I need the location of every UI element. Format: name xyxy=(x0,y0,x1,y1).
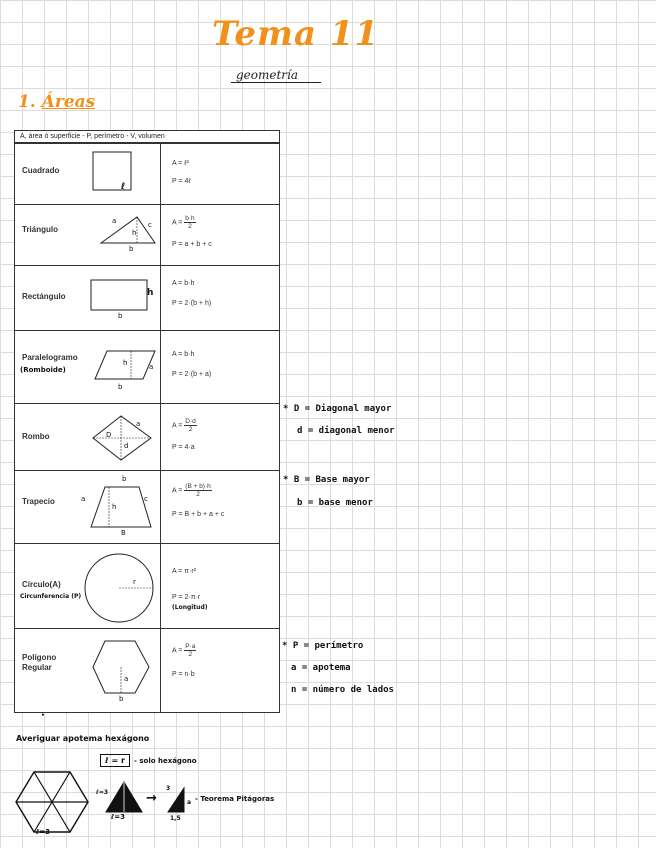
page-subtitle: geometría xyxy=(236,68,299,82)
diagonal-label-D: D xyxy=(106,431,112,439)
base-label-b: b xyxy=(118,383,123,391)
apothem-label-a: a xyxy=(124,675,129,683)
note-trapecio-b: b = base menor xyxy=(297,498,373,508)
formula-area: A = π·r² xyxy=(172,568,197,575)
formula-perimeter: P = 4ℓ xyxy=(172,178,191,185)
height-label-h: h xyxy=(123,359,128,367)
note-poligono-P: * P = perímetro xyxy=(282,641,364,651)
table-row-rectangulo xyxy=(15,265,279,330)
side-label-a: a xyxy=(112,217,117,225)
shape-name: Rectángulo xyxy=(22,292,66,301)
base-label-b: b xyxy=(129,245,134,253)
table-row-triangulo xyxy=(15,204,279,265)
formula-perimeter: P = 2·(b + h) xyxy=(172,300,212,307)
note-poligono-a: a = apotema xyxy=(291,663,351,673)
bottom-heading: Averiguar apotema hexágono xyxy=(16,734,150,743)
section-title: Áreas xyxy=(41,92,96,112)
formula-area: A = $\frac{b\cdot h}{2}$ xyxy=(172,215,195,230)
shape-name: Círculo(A) xyxy=(22,580,61,589)
height-label-h: h xyxy=(147,288,154,298)
formula-table xyxy=(14,130,280,713)
formula-area: A = $\frac{D\cdot d}{2}$ xyxy=(172,418,196,433)
rhombus-figure xyxy=(89,412,161,466)
height-label-h: h xyxy=(112,503,117,511)
triangle-left-label: ℓ=3 xyxy=(96,789,109,796)
section-number: 1. xyxy=(18,92,36,112)
formula-area: A = b·h xyxy=(172,280,195,287)
side-label-a: a xyxy=(136,420,141,428)
formula-perimeter: P = 2·π·r xyxy=(172,594,201,601)
table-row-poligono xyxy=(15,628,279,712)
shape-name: Paralelogramo xyxy=(22,353,78,362)
page-title: Tema 11 xyxy=(212,14,380,54)
shape-note: (Romboide) xyxy=(20,366,66,374)
formula-note: (Longitud) xyxy=(172,604,208,611)
formula-area: A = b·h xyxy=(172,351,195,358)
hexagon-side-label: ℓ=3 xyxy=(36,828,51,836)
shape-note: Circunferencia (P) xyxy=(20,593,82,600)
formula-area: A = ℓ² xyxy=(172,160,189,167)
formula-area: A = $\frac{P\cdot a}{2}$ xyxy=(172,643,196,658)
table-row-cuadrado xyxy=(15,143,279,204)
shaded-triangle xyxy=(104,780,144,814)
square-side-label: ℓ xyxy=(121,182,126,192)
formula-perimeter: P = 2·(b + a) xyxy=(172,371,212,378)
triangle-side-label: ℓ=3 xyxy=(111,813,126,821)
hexagon-figure xyxy=(91,637,153,699)
note-poligono-n: n = número de lados xyxy=(291,685,394,695)
formula-perimeter: P = 4·a xyxy=(172,444,195,451)
table-row-circulo xyxy=(15,543,279,628)
diagonal-label-d: d xyxy=(124,442,129,450)
table-legend: A, área ó superficie - P, perímetro - V, volumen xyxy=(15,131,279,143)
height-label-h: h xyxy=(132,229,137,237)
shape-name: Trapecio xyxy=(22,497,55,506)
note-trapecio-B: * B = Base mayor xyxy=(283,475,370,485)
half-triangle-top-label: 3 xyxy=(166,785,171,792)
base-label-B: B xyxy=(121,529,126,537)
hexagon-sketch xyxy=(14,768,94,838)
side-label-c: c xyxy=(148,221,152,229)
arrow-right: → xyxy=(146,791,157,806)
side-label-b: b xyxy=(119,695,124,703)
subtitle-underline xyxy=(231,82,321,83)
table-row-paralelogramo xyxy=(15,330,279,403)
table-row-rombo xyxy=(15,403,279,470)
side-label-a: a xyxy=(81,495,86,503)
half-triangle-a-label: a xyxy=(187,799,192,806)
side-label-a: a xyxy=(149,363,154,371)
base-label-b: b xyxy=(118,312,123,320)
formula-perimeter: P = a + b + c xyxy=(172,241,212,248)
section-heading xyxy=(18,92,95,112)
side-label-c: c xyxy=(144,495,148,503)
shape-name: Triángulo xyxy=(22,225,58,234)
formula-area: A = $\frac{(B + b)\cdot h}{2}$ xyxy=(172,483,211,498)
formula-perimeter: P = B + b + a + c xyxy=(172,511,225,518)
bullet-mark: • xyxy=(41,712,45,719)
table-row-trapecio xyxy=(15,470,279,543)
theorem-note: - Teorema Pitágoras xyxy=(195,795,275,803)
base-label-b: b xyxy=(122,475,127,483)
formula-perimeter: P = n·b xyxy=(172,671,195,678)
half-triangle-bottom-label: 1,5 xyxy=(170,815,181,822)
note-rombo-D: * D = Diagonal mayor xyxy=(283,404,392,414)
square-figure xyxy=(91,150,141,198)
boxed-formula: ℓ = r xyxy=(100,754,130,767)
shape-name: Polígono Regular xyxy=(22,653,57,672)
boxed-note: - solo hexágono xyxy=(134,757,197,765)
shape-name: Rombo xyxy=(22,432,50,441)
note-rombo-d: d = diagonal menor xyxy=(297,426,395,436)
radius-label-r: r xyxy=(133,578,136,586)
circle-figure xyxy=(81,550,161,626)
shape-name: Cuadrado xyxy=(22,166,60,175)
